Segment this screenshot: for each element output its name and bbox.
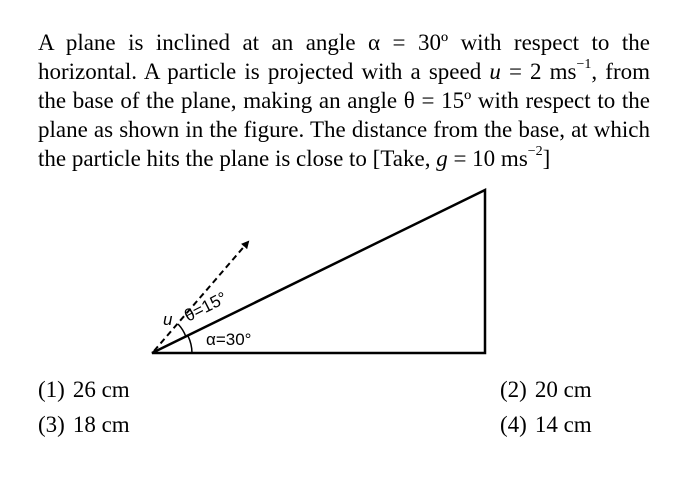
speed-unit-exponent: −1 bbox=[576, 57, 592, 73]
alpha-angle-arc bbox=[188, 336, 192, 353]
option-1[interactable] bbox=[38, 376, 130, 404]
gravity-variable: g bbox=[436, 146, 448, 171]
inclined-plane-triangle bbox=[152, 190, 485, 353]
option-text: 18 cm bbox=[72, 412, 130, 437]
option-2[interactable] bbox=[500, 376, 592, 404]
option-text: 26 cm bbox=[72, 377, 130, 402]
option-number: (2) bbox=[500, 377, 527, 402]
alpha-angle-label: α=30° bbox=[206, 330, 252, 349]
option-3[interactable] bbox=[38, 411, 130, 439]
speed-variable: u bbox=[489, 59, 501, 84]
speed-label: u bbox=[163, 310, 173, 329]
option-number: (3) bbox=[38, 412, 65, 437]
option-text: 20 cm bbox=[534, 377, 592, 402]
option-text: 14 cm bbox=[534, 412, 592, 437]
theta-angle-label: θ=15° bbox=[181, 288, 230, 326]
theta-angle-arc bbox=[178, 324, 186, 337]
question-text-part4: = 10 ms bbox=[447, 146, 528, 171]
question-text-part1: A plane is inclined at an angle α = 30º with respect to the horizontal. A particle is projected with a speed bbox=[38, 30, 650, 84]
option-4[interactable] bbox=[500, 411, 592, 439]
option-number: (4) bbox=[500, 412, 527, 437]
question-text-part2: = 2 ms bbox=[500, 59, 577, 84]
gravity-unit-exponent: −2 bbox=[527, 144, 543, 160]
question-text-part5: ] bbox=[542, 146, 551, 171]
question-text-part3: , from the base of the plane, making an angle θ = 15º with respect to the plane as shown in the figure. The distance from the base, at which the particle hits the plane is close to [Take, bbox=[38, 59, 650, 171]
option-number: (1) bbox=[38, 377, 65, 402]
